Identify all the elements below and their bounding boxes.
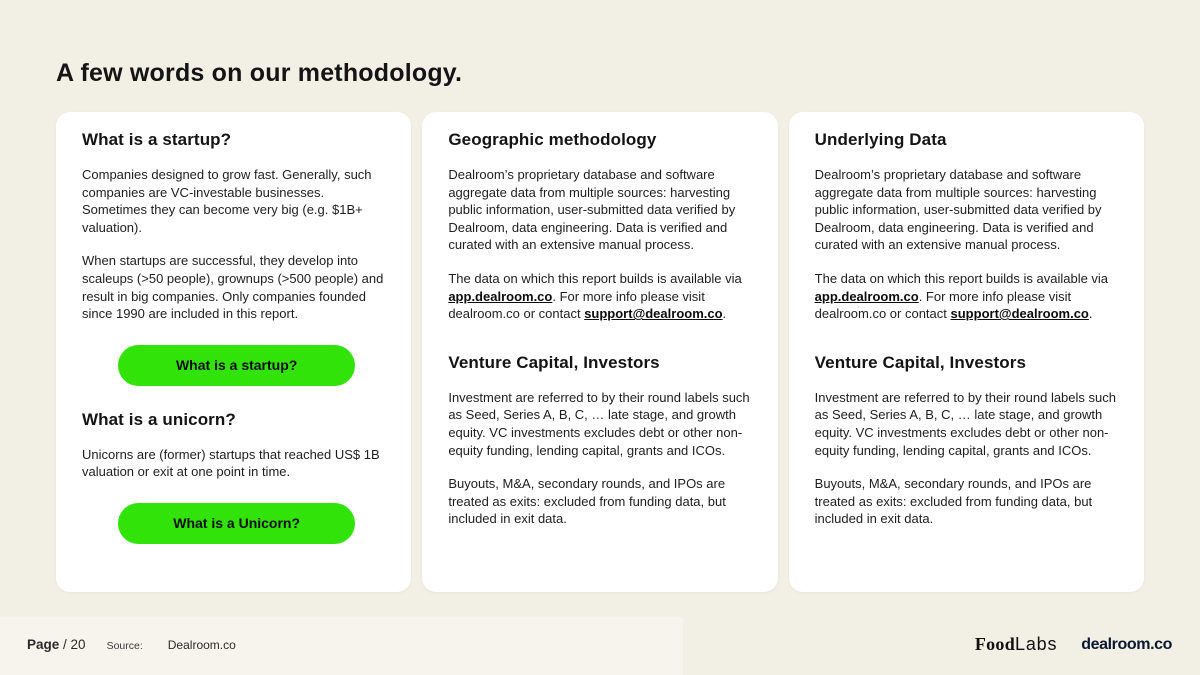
more-info-text: . For more info please visit dealroom.co or contact: [448, 288, 705, 322]
database-description-paragraph: Dealroom’s proprietary database and software aggregate data from multiple sources: harvesting public information, user-submitted data verified by Dealroom, data engineering. Data is verified and curated with an extensive manual process.: [448, 167, 736, 253]
page-label: Page: [27, 637, 60, 652]
support-email-link[interactable]: support@dealroom.co: [584, 306, 723, 322]
report-data-text: The data on which this report builds is available via: [448, 270, 742, 286]
cards-row: [56, 112, 1144, 592]
what-is-a-unicorn-button[interactable]: What is a Unicorn?: [118, 503, 355, 544]
page-indicator: [27, 637, 86, 652]
investment-rounds-paragraph: Investment are referred to by their round labels such as Seed, Series A, B, C, … late stage, and growth equity. VC investments excludes debt or other non-equity funding, lending capital, grants and ICOs.: [448, 389, 750, 458]
foodlabs-logo-food: Food: [974, 634, 1016, 654]
sentence-end: .: [1088, 306, 1093, 322]
source-value: Dealroom.co: [167, 638, 236, 652]
card-heading-what-is-a-unicorn: What is a unicorn?: [82, 409, 236, 429]
what-is-a-startup-button[interactable]: What is a startup?: [118, 345, 355, 386]
support-email-link[interactable]: support@dealroom.co: [950, 306, 1089, 322]
card-heading-underlying-data: Underlying Data: [814, 130, 947, 149]
foodlabs-logo-labs: Labs: [1015, 634, 1058, 654]
card-geographic-methodology: [422, 112, 777, 592]
source-label: Source:: [106, 640, 143, 652]
investment-rounds-paragraph: Investment are referred to by their round labels such as Seed, Series A, B, C, … late stage, and growth equity. VC investments excludes debt or other non-equity funding, lending capital, grants and ICOs.: [814, 389, 1116, 458]
unicorn-definition-paragraph: Unicorns are (former) startups that reached US$ 1B valuation or exit at one point in time.: [82, 446, 380, 480]
page-number: / 20: [63, 637, 86, 652]
card-heading-what-is-a-startup: What is a startup?: [82, 130, 232, 149]
report-data-text: The data on which this report builds is available via: [814, 270, 1109, 286]
footer-right: [975, 634, 1172, 655]
startup-definition-paragraph: Companies designed to grow fast. Generally, such companies are VC-investable businesses. Sometimes they can become very big (e.g. $1B+ valuation).: [82, 167, 372, 235]
app-dealroom-link[interactable]: app.dealroom.co: [814, 288, 919, 304]
report-data-paragraph: [448, 270, 757, 323]
sentence-end: .: [722, 306, 727, 322]
card-heading-geographic-methodology: Geographic methodology: [448, 130, 657, 149]
more-info-text: . For more info please visit dealroom.co or contact: [814, 288, 1072, 322]
dealroom-logo: dealroom.co: [1081, 635, 1172, 653]
footer-left: [27, 637, 236, 652]
card-heading-venture-capital-investors: Venture Capital, Investors: [814, 352, 1027, 372]
report-data-paragraph: [815, 270, 1124, 323]
card-what-is-a-startup: [56, 112, 411, 592]
card-underlying-data: [789, 112, 1144, 592]
foodlabs-logo: [975, 634, 1057, 655]
app-dealroom-link[interactable]: app.dealroom.co: [448, 288, 553, 304]
card-heading-venture-capital-investors: Venture Capital, Investors: [448, 352, 660, 372]
exits-paragraph: Buyouts, M&A, secondary rounds, and IPOs are treated as exits: excluded from funding data, but included in exit data.: [814, 476, 1093, 527]
exits-paragraph: Buyouts, M&A, secondary rounds, and IPOs are treated as exits: excluded from funding data, but included in exit data.: [448, 476, 726, 527]
page-title: A few words on our methodology.: [56, 58, 463, 87]
database-description-paragraph: Dealroom’s proprietary database and software aggregate data from multiple sources: harvesting public information, user-submitted data verified by Dealroom, data engineering. Data is verified and curated with an extensive manual process.: [814, 167, 1102, 253]
scaleup-definition-paragraph: When startups are successful, they develop into scaleups (>50 people), grownups (>500 people) and result in big companies. Only companies founded since 1990 are included in this report.: [82, 253, 384, 322]
